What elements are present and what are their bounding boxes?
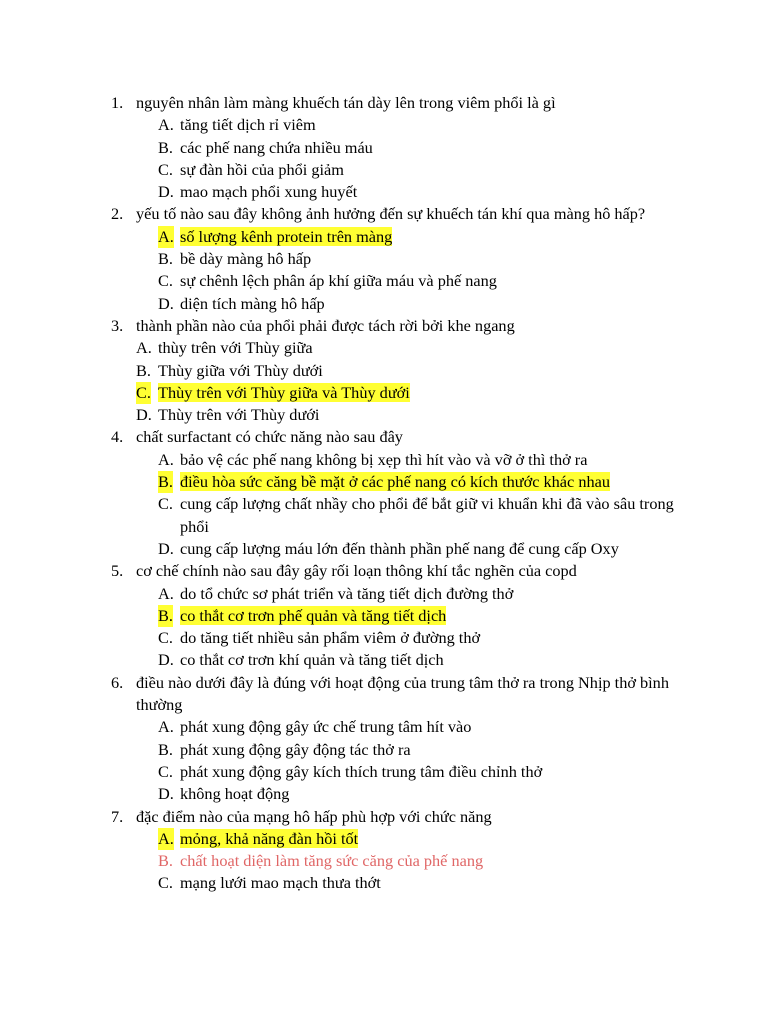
option-text: sự chênh lệch phân áp khí giữa máu và phế nang: [180, 271, 497, 291]
question-text: điều nào dưới đây là đúng với hoạt động của trung tâm thở ra trong Nhịp thở bình thường: [136, 672, 669, 715]
option-c: [0, 627, 680, 649]
option-text: phát xung động gây động tác thở ra: [180, 739, 411, 759]
option-c: [0, 159, 680, 181]
option-text: do tăng tiết nhiều sản phẩm viêm ở đường thở: [180, 628, 481, 648]
option-b: [0, 248, 680, 270]
option-letter: C.: [158, 873, 173, 893]
option-letter: D.: [158, 538, 174, 558]
option-a: [0, 449, 680, 471]
option-b: [0, 471, 680, 493]
option-d: [0, 649, 680, 671]
question-number: 3.: [111, 315, 124, 335]
option-a: [0, 716, 680, 738]
option-letter: A.: [136, 338, 152, 358]
option-c: [0, 872, 680, 894]
question-text: đặc điểm nào của mạng hô hấp phù hợp với chức năng: [136, 806, 492, 826]
question-text: chất surfactant có chức năng nào sau đây: [136, 427, 403, 447]
question-number: 7.: [111, 806, 124, 826]
question-2: [0, 203, 696, 225]
option-letter: D.: [158, 784, 174, 804]
option-b: [0, 739, 680, 761]
option-a: [0, 337, 658, 359]
option-letter: D.: [158, 182, 174, 202]
option-text: bề dày màng hô hấp: [180, 249, 312, 269]
option-text: mao mạch phổi xung huyết: [180, 182, 358, 202]
question-text: nguyên nhân làm màng khuếch tán dày lên trong viêm phổi là gì: [136, 93, 556, 112]
option-text: mỏng, khả năng đàn hồi tốt: [180, 828, 359, 848]
option-text: phát xung động gây ức chế trung tâm hít vào: [180, 717, 472, 737]
option-letter: C.: [158, 761, 173, 781]
option-text: tăng tiết dịch rỉ viêm: [180, 115, 316, 135]
option-c: [0, 493, 680, 538]
option-letter: A.: [158, 115, 174, 135]
option-letter: C.: [136, 382, 151, 404]
option-letter: B.: [158, 739, 173, 759]
question-text: yếu tố nào sau đây không ảnh hưởng đến sự khuếch tán khí qua màng hô hấp?: [136, 204, 646, 224]
question-4: [0, 426, 696, 448]
question-7: [0, 806, 696, 828]
option-letter: B.: [158, 471, 173, 493]
option-b: [0, 850, 680, 872]
option-letter: B.: [136, 360, 151, 380]
option-a: [0, 114, 680, 136]
option-letter: D.: [136, 405, 152, 425]
option-text: cung cấp lượng chất nhầy cho phổi để bắt giữ vi khuẩn khi đã vào sâu trong phổi: [180, 494, 674, 536]
option-letter: C.: [158, 271, 173, 291]
option-letter: A.: [158, 717, 174, 737]
option-letter: B.: [158, 605, 173, 627]
option-letter: B.: [158, 249, 173, 269]
option-text: bảo vệ các phế nang không bị xẹp thì hít vào và vỡ ở thì thở ra: [180, 449, 588, 469]
question-number: 1.: [111, 93, 124, 112]
option-letter: C.: [158, 159, 173, 179]
option-text: Thùy giữa với Thùy dưới: [158, 360, 323, 380]
option-text: co thắt cơ trơn khí quản và tăng tiết dịch: [180, 650, 444, 670]
option-letter: A.: [158, 449, 174, 469]
option-d: [0, 181, 680, 203]
question-1: [0, 92, 696, 114]
question-list: [0, 92, 768, 895]
option-text: không hoạt động: [180, 784, 290, 804]
option-letter: C.: [158, 494, 173, 514]
question-6: [0, 672, 696, 717]
option-letter: A.: [158, 828, 174, 850]
question-number: 2.: [111, 204, 124, 224]
option-text: do tổ chức sơ phát triển và tăng tiết dịch đường thở: [180, 583, 514, 603]
option-text: điều hòa sức căng bề mặt ở các phế nang có kích thước khác nhau: [180, 472, 610, 492]
question-text: cơ chế chính nào sau đây gây rối loạn thông khí tắc nghẽn của copd: [136, 561, 577, 581]
option-letter: A.: [158, 226, 174, 248]
option-letter: D.: [158, 293, 174, 313]
option-letter: D.: [158, 650, 174, 670]
option-c: [0, 270, 680, 292]
question-number: 6.: [111, 672, 124, 692]
option-text: sự đàn hồi của phổi giảm: [180, 159, 344, 179]
option-text: co thắt cơ trơn phế quản và tăng tiết dịch: [180, 605, 447, 625]
question-number: 5.: [111, 561, 124, 581]
question-5: [0, 560, 696, 582]
question-text: thành phần nào của phổi phải được tách rời bởi khe ngang: [136, 315, 515, 335]
question-number: 4.: [111, 427, 124, 447]
option-a: [0, 226, 680, 248]
option-d: [0, 404, 658, 426]
option-b: [0, 137, 680, 159]
option-text: thùy trên với Thùy giữa: [158, 338, 313, 358]
option-text: diện tích màng hô hấp: [180, 293, 325, 313]
option-text: Thùy trên với Thùy giữa và Thùy dưới: [158, 382, 410, 402]
option-letter: A.: [158, 583, 174, 603]
option-text: số lượng kênh protein trên màng: [180, 226, 393, 246]
option-d: [0, 538, 680, 560]
option-text: mạng lưới mao mạch thưa thớt: [180, 873, 381, 893]
option-a: [0, 828, 680, 850]
option-text: các phế nang chứa nhiều máu: [180, 137, 373, 157]
option-text: phát xung động gây kích thích trung tâm điều chỉnh thở: [180, 761, 543, 781]
option-letter: B.: [158, 851, 173, 871]
option-letter: C.: [158, 628, 173, 648]
option-c: [0, 761, 680, 783]
option-a: [0, 583, 680, 605]
option-d: [0, 293, 680, 315]
option-text: Thùy trên với Thùy dưới: [158, 405, 320, 425]
option-c: [0, 382, 658, 404]
option-d: [0, 783, 680, 805]
option-letter: B.: [158, 137, 173, 157]
option-text: cung cấp lượng máu lớn đến thành phần phế nang để cung cấp Oxy: [180, 538, 619, 558]
option-text: chất hoạt diện làm tăng sức căng của phế nang: [180, 851, 484, 871]
option-b: [0, 360, 658, 382]
option-b: [0, 605, 680, 627]
question-3: [0, 315, 696, 337]
